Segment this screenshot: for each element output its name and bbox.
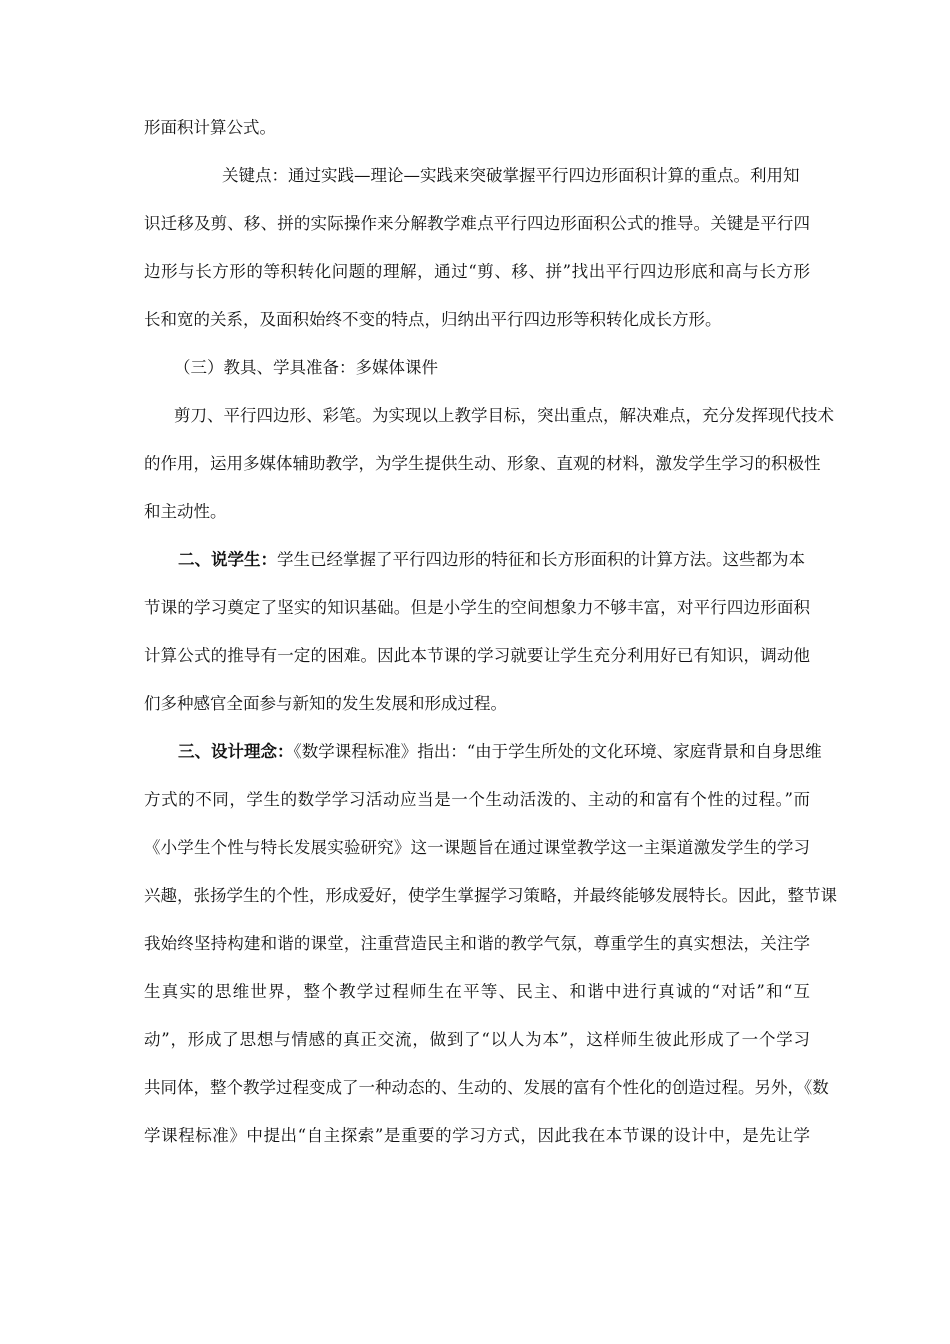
text-span: 学生已经掌握了平行四边形的特征和长方形面积的计算方法。这些都为本: [277, 550, 805, 569]
text-line: 节课的学习奠定了坚实的知识基础。但是小学生的空间想象力不够丰富，对平行四边形面积: [144, 598, 810, 617]
text-line: 识迁移及剪、移、拼的实际操作来分解教学难点平行四边形面积公式的推导。关键是平行四: [144, 214, 810, 233]
section-heading-students: 二、说学生：: [178, 550, 277, 569]
students-paragraph: [144, 548, 810, 572]
tools-paragraph: 剪刀、平行四边形、彩笔。为实现以上教学目标，突出重点，解决难点，充分发挥现代技术: [174, 406, 834, 425]
text-line: 和主动性。: [144, 502, 227, 521]
design-concept-paragraph: [144, 740, 822, 764]
text-line: 方式的不同，学生的数学学习活动应当是一个生动活泼的、主动的和富有个性的过程。”而: [144, 790, 810, 809]
text-line: 长和宽的关系，及面积始终不变的特点，归纳出平行四边形等积转化成长方形。: [144, 310, 722, 329]
text-line: 们多种感官全面参与新知的发生发展和形成过程。: [144, 694, 507, 713]
text-line: 计算公式的推导有一定的困难。因此本节课的学习就要让学生充分利用好已有知识，调动他: [144, 646, 810, 665]
text-line: 学课程标准》中提出“自主探索”是重要的学习方式，因此我在本节课的设计中，是先让学: [144, 1126, 810, 1145]
text-span: 《数学课程标准》指出：“由于学生所处的文化环境、家庭背景和自身思维: [293, 742, 822, 761]
text-line: 生真实的思维世界，整个教学过程师生在平等、民主、和谐中进行真诚的“对话”和“互: [144, 982, 810, 1001]
text-line: 我始终坚持构建和谐的课堂，注重营造民主和谐的教学气氛，尊重学生的真实想法，关注学: [144, 934, 810, 953]
section-heading-design-concept: 三、设计理念：: [178, 742, 294, 761]
section-heading-tools: （三）教具、学具准备：多媒体课件: [174, 358, 438, 377]
key-point-paragraph: 关键点：通过实践—理论—实践来突破掌握平行四边形面积计算的重点。利用知: [222, 166, 800, 185]
text-line: 边形与长方形的等积转化问题的理解，通过“剪、移、拼”找出平行四边形底和高与长方形: [144, 262, 810, 281]
text-line: 形面积计算公式。: [144, 118, 276, 137]
document-body: [144, 116, 837, 1148]
text-line: 《小学生个性与特长发展实验研究》这一课题旨在通过课堂教学这一主渠道激发学生的学习: [144, 838, 810, 857]
text-line: 动”，形成了思想与情感的真正交流，做到了“以人为本”，这样师生彼此形成了一个学习: [144, 1030, 810, 1049]
text-line: 兴趣，张扬学生的个性，形成爱好，使学生掌握学习策略，并最终能够发展特长。因此，整节课: [144, 886, 837, 905]
text-line: 共同体，整个教学过程变成了一种动态的、生动的、发展的富有个性化的创造过程。另外，《数: [144, 1078, 829, 1097]
text-line: 的作用，运用多媒体辅助教学，为学生提供生动、形象、直观的材料，激发学生学习的积极性: [144, 454, 821, 473]
